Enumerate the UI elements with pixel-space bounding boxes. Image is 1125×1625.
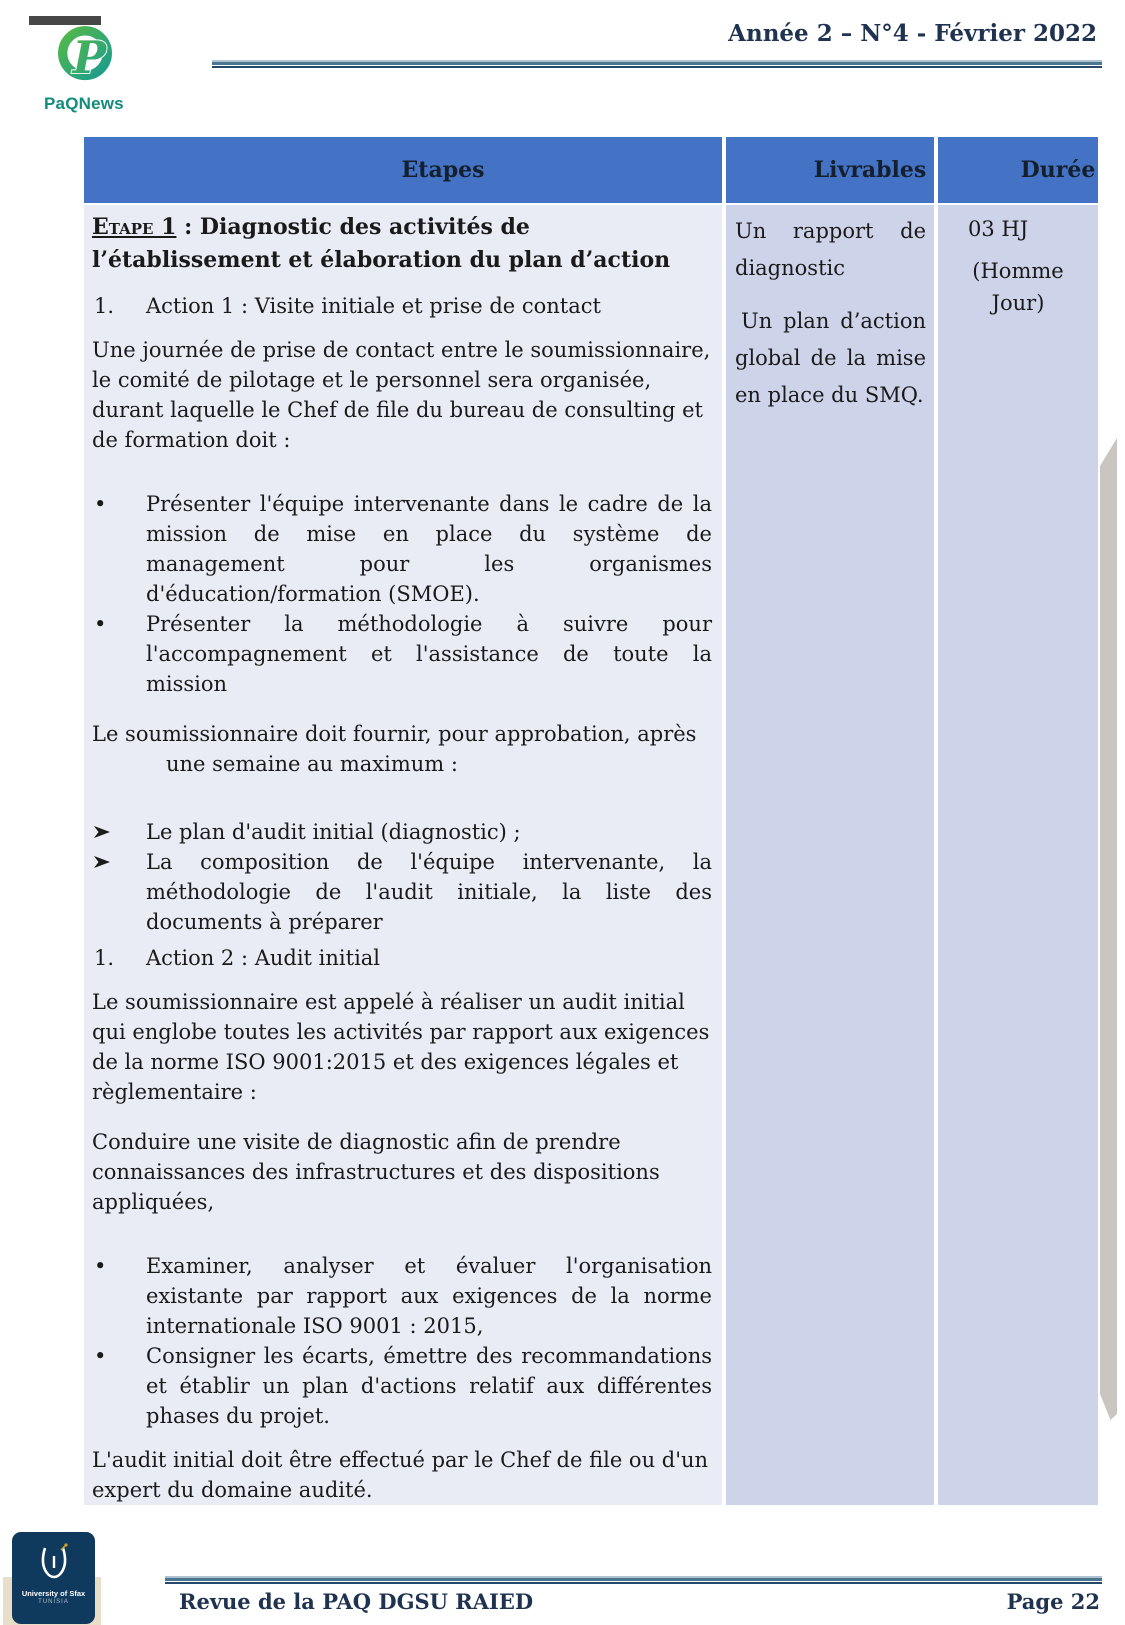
header-divider (212, 60, 1102, 69)
page-curl-ribbon (1100, 438, 1117, 1420)
bullet-icon: • (94, 612, 107, 636)
table-body-row (84, 205, 1098, 1505)
paragraph: Une journée de prise de contact entre le soumissionnaire, le comité de pilotage et le personnel sera organisée, durant laquelle le Chef de file du bureau de consulting et de formation doit : (92, 338, 711, 452)
arrow-item: Le plan d'audit initial (diagnostic) ; (92, 817, 712, 847)
etapes-cell (84, 205, 722, 1505)
issue-title: Année 2 – N°4 - Février 2022 (728, 20, 1097, 47)
etape-heading (92, 211, 712, 277)
bullet-item: • Présenter la méthodologie à suivre pour l'accompagnement et l'assistance de toute la mission (92, 609, 712, 699)
duree-cell (938, 205, 1098, 1505)
bullet-item: • Consigner les écarts, émettre des recommandations et établir un plan d'actions relatif aux différentes phases du projet. (92, 1341, 712, 1431)
livrables-cell (726, 205, 934, 1505)
table-header-row (84, 137, 1098, 203)
footer-journal-title: Revue de la PAQ DGSU RAIED (179, 1589, 534, 1614)
duree-value: 03 HJ (968, 217, 1029, 241)
numbered-item: 1. Action 2 : Audit initial (92, 943, 712, 973)
numbered-item: 1. Action 1 : Visite initiale et prise de contact (92, 291, 712, 321)
university-logo (0, 1528, 110, 1625)
bullet-item: • Examiner, analyser et évaluer l'organisation existante par rapport aux exigences de la norme internationale ISO 9001 : 2015, (92, 1251, 712, 1341)
university-of-sfax-emblem (34, 1542, 74, 1586)
column-header-livrables: Livrables (726, 137, 934, 203)
bullet-icon: • (94, 492, 107, 516)
university-logo-card (12, 1532, 95, 1624)
livrable-item: Un rapport de diagnostic (735, 219, 926, 280)
bullet-icon: • (94, 1344, 107, 1368)
paragraph: Le soumissionnaire est appelé à réaliser un audit initial qui englobe toutes les activités par rapport aux exigences de la norme ISO 9001:2015 et des exigences légales et règlementaire : (92, 990, 710, 1104)
paragraph: Conduire une visite de diagnostic afin de prendre connaissances des infrastructures et des dispositions appliquées, (92, 1130, 660, 1214)
etape-heading-text: : Diagnostic des activités de l’établissement et élaboration du plan d’action (92, 214, 671, 273)
paragraph: Le soumissionnaire doit fournir, pour approbation, après une semaine au maximum : (92, 722, 697, 776)
paragraph: L'audit initial doit être effectué par le Chef de file ou d'un expert du domaine audité. (92, 1448, 709, 1502)
duree-unit: (Homme Jour) (972, 259, 1064, 315)
footer-divider (165, 1576, 1102, 1585)
bullet-item: • Présenter l'équipe intervenante dans le cadre de la mission de mise en place du système de management pour les organismes d'éducation/formation (SMOE). (92, 489, 712, 609)
paqnews-logo (44, 20, 164, 114)
arrow-bullet-icon (94, 825, 111, 839)
svg-text:P: P (72, 30, 107, 84)
paqnews-wordmark: PaQNews (44, 94, 124, 113)
university-name: University of Sfax (21, 1589, 86, 1598)
footer-page-number: Page 22 (1006, 1589, 1100, 1614)
bullet-icon: • (94, 1254, 107, 1278)
list-number: 1. (94, 946, 115, 970)
university-country: TUNISIA (38, 1599, 69, 1605)
column-header-duree: Durée (938, 137, 1098, 203)
arrow-item: La composition de l'équipe intervenante, la méthodologie de l'audit initiale, la liste des documents à préparer (92, 847, 712, 937)
etapes-table (84, 137, 1098, 1505)
livrable-item: Un plan d’action global de la mise en place du SMQ. (735, 309, 926, 407)
paqnews-logo-icon (54, 20, 116, 90)
etape-heading-label: Etape 1 (92, 214, 177, 240)
arrow-bullet-icon (94, 855, 111, 869)
list-number: 1. (94, 294, 115, 318)
column-header-etapes: Etapes (84, 137, 722, 203)
